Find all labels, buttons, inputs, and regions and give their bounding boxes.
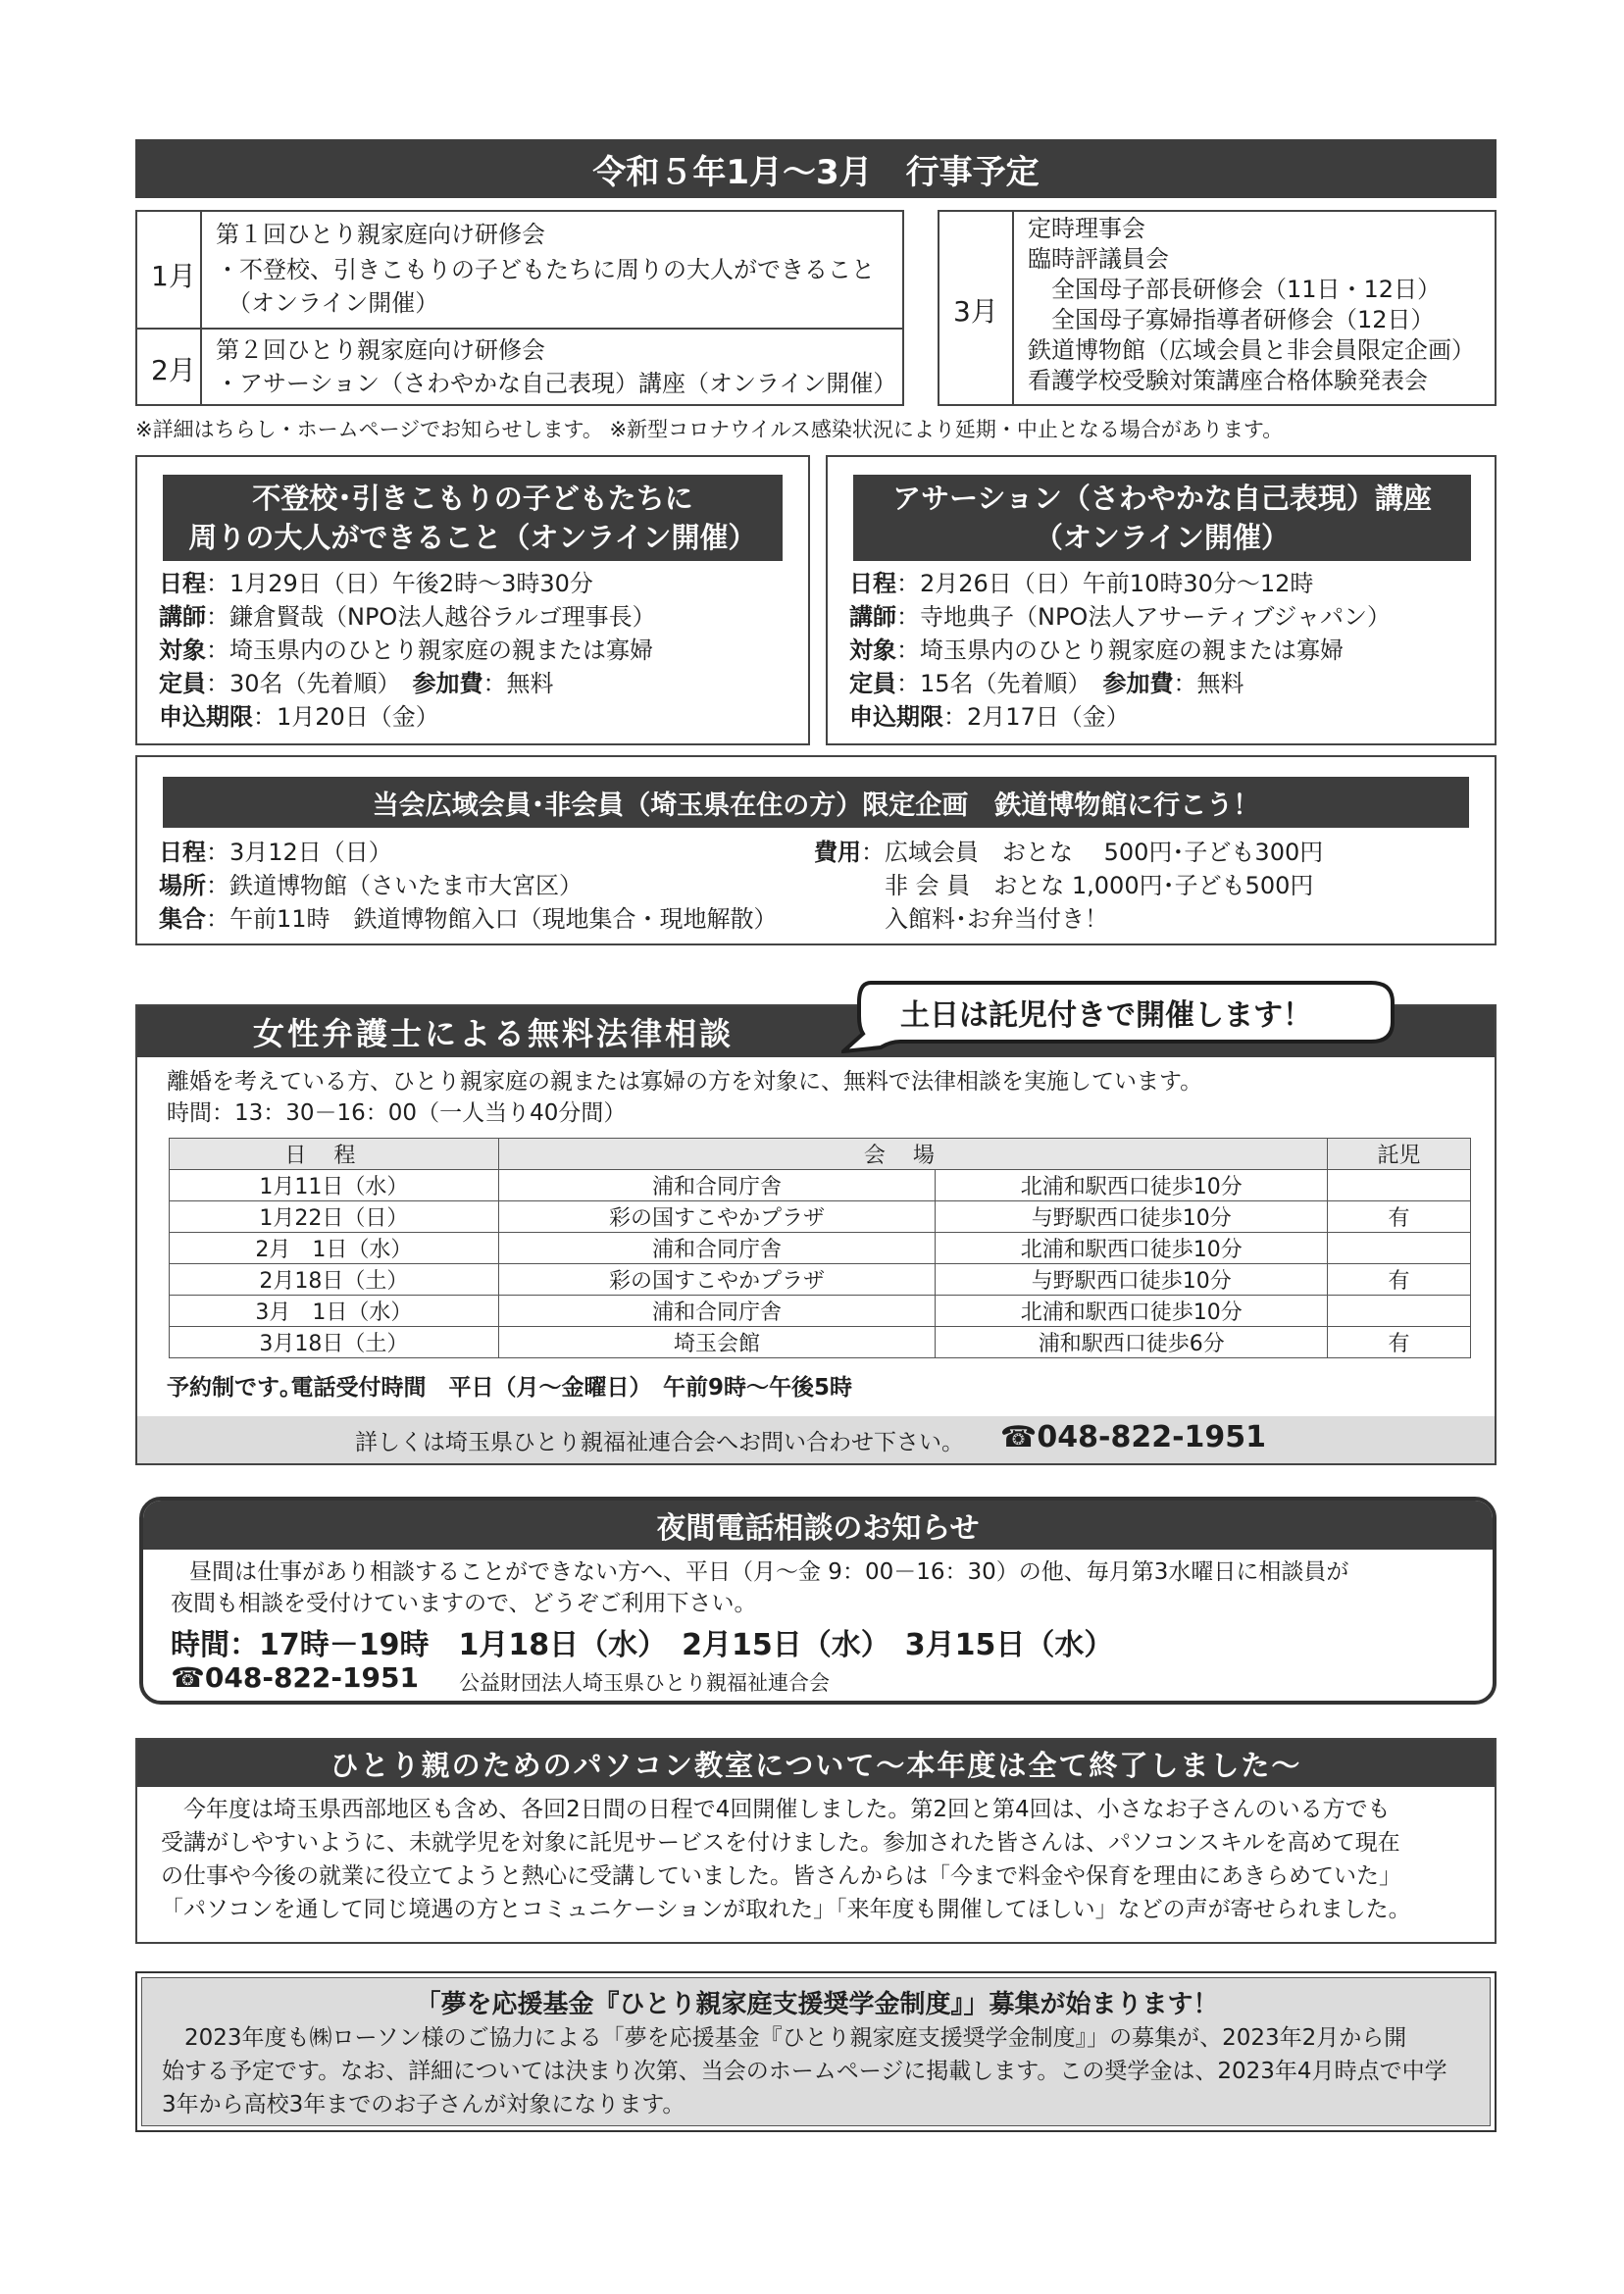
schedule-title: 令和５年1月～3月 行事予定 xyxy=(592,152,1040,192)
museum-date-value: ：3月12日（日） xyxy=(206,839,392,866)
legal-intro: 離婚を考えている方、ひとり親家庭の親または寡婦の方を対象に、無料で法律相談を実施しています。 xyxy=(167,1069,1203,1095)
row-venue: 彩の国すこやかプラザ xyxy=(498,1264,936,1296)
jan-line-3: （オンライン開催） xyxy=(216,289,439,317)
legal-contact-bar xyxy=(137,1416,1495,1463)
seminar2-date xyxy=(849,567,1313,600)
legal-phone: ☎048-822-1951 xyxy=(1000,1420,1267,1454)
scholarship-line-3: 3年から高校3年までのお子さんが対象になります。 xyxy=(162,2092,685,2117)
feb-line-2: ・アサーション（さわやかな自己表現）講座（オンライン開催） xyxy=(216,370,897,397)
seminar1-capacity xyxy=(159,667,554,700)
seminar1-title-1: 不登校･引きこもりの子どもたちに xyxy=(252,482,693,515)
seminar1-target-label: 対象 xyxy=(159,637,206,664)
feb-line-1: 第２回ひとり親家庭向け研修会 xyxy=(216,336,545,364)
seminar2-title-1: アサーション（さわやかな自己表現）講座 xyxy=(892,482,1432,515)
seminar2-title-2: （オンライン開催） xyxy=(1034,521,1291,554)
row-childcare: 有 xyxy=(1328,1264,1471,1296)
mar-line-1: 定時理事会 xyxy=(1028,215,1145,242)
legal-reservation: 予約制です｡電話受付時間 平日（月～金曜日） 午前9時～午後5時 xyxy=(167,1375,853,1401)
seminar2-lecturer-label: 講師 xyxy=(849,603,896,631)
schedule-mar-box xyxy=(938,210,1497,406)
museum-place-value: ：鉄道博物館（さいたま市大宮区） xyxy=(206,872,583,899)
seminar2-title-band xyxy=(853,475,1471,561)
seminar1-capacity-label: 定員 xyxy=(159,670,206,697)
seminar2-lecturer xyxy=(849,600,1391,634)
pc-line-1: 今年度は埼玉県西部地区も含め、各回2日間の日程で4回開催しました。第2回と第4回は、小さなお子さんのいる方でも xyxy=(161,1797,1391,1822)
row-venue: 浦和合同庁舎 xyxy=(498,1233,936,1264)
legal-contact: 詳しくは埼玉県ひとり親福祉連合会へお問い合わせ下さい。 xyxy=(355,1430,964,1455)
seminar1-date xyxy=(159,567,593,600)
seminar2-capacity xyxy=(849,667,1244,700)
row-childcare xyxy=(1328,1296,1471,1327)
legal-bubble-text: 土日は託児付きで開催します！ xyxy=(900,998,1312,1033)
seminar1-deadline-value: ：1月20日（金） xyxy=(253,703,439,731)
seminar2-target-label: 対象 xyxy=(849,637,896,664)
row-childcare: 有 xyxy=(1328,1327,1471,1358)
museum-title: 当会広域会員･非会員（埼玉県在住の方）限定企画 鉄道博物館に行こう！ xyxy=(372,790,1260,821)
mar-line-6: 看護学校受験対策講座合格体験発表会 xyxy=(1028,367,1428,394)
seminar1-deadline xyxy=(159,700,439,734)
seminar2-capacity-value: ：15名（先着順） xyxy=(896,670,1103,697)
museum-meet xyxy=(159,902,778,936)
seminar2-target-value: ：埼玉県内のひとり親家庭の親または寡婦 xyxy=(896,637,1344,664)
row-date: 1月11日（水） xyxy=(170,1170,499,1201)
header-date: 日程 xyxy=(170,1139,499,1170)
table-header-row xyxy=(170,1139,1471,1170)
schedule-title-band xyxy=(135,139,1497,198)
row-date: 2月 1日（水） xyxy=(170,1233,499,1264)
table-row xyxy=(170,1327,1471,1358)
museum-place-label: 場所 xyxy=(159,872,206,899)
seminar1-lecturer-value: ：鎌倉賢哉（NPO法人越谷ラルゴ理事長） xyxy=(206,603,656,631)
mar-line-5: 鉄道博物館（広域会員と非会員限定企画） xyxy=(1028,336,1475,364)
mar-line-2: 臨時評議員会 xyxy=(1028,245,1169,273)
row-venue: 浦和合同庁舎 xyxy=(498,1296,936,1327)
seminar1-deadline-label: 申込期限 xyxy=(159,703,253,731)
jan-label: 1月 xyxy=(151,260,196,292)
museum-box xyxy=(135,755,1497,945)
row-date: 2月18日（土） xyxy=(170,1264,499,1296)
seminar1-capacity-value: ：30名（先着順） xyxy=(206,670,413,697)
table-row xyxy=(170,1170,1471,1201)
scholarship-inner xyxy=(141,1977,1491,2126)
museum-fee-line-3: 入館料･お弁当付き！ xyxy=(861,905,1108,933)
pc-line-2: 受講がしやすいように、未就学児を対象に託児サービスを付けました。参加された皆さんは、パソコンスキルを高めて現在 xyxy=(161,1830,1400,1856)
museum-meet-label: 集合 xyxy=(159,905,206,933)
row-date: 1月22日（日） xyxy=(170,1201,499,1233)
night-org: 公益財団法人埼玉県ひとり親福祉連合会 xyxy=(459,1671,830,1695)
seminar2-target xyxy=(849,634,1344,667)
seminar1-fee-value: ：無料 xyxy=(482,670,554,697)
museum-place xyxy=(159,869,583,902)
pc-line-3: の仕事や今後の就業に役立てようと熱心に受講していました。皆さんからは「今まで料金や保育を理由にあきらめていた」 xyxy=(161,1863,1401,1889)
seminar2-deadline xyxy=(849,700,1130,734)
seminar1-target-value: ：埼玉県内のひとり親家庭の親または寡婦 xyxy=(206,637,653,664)
table-row xyxy=(170,1264,1471,1296)
seminar1-title-2: 周りの大人ができること（オンライン開催） xyxy=(188,521,757,554)
seminar2-lecturer-value: ：寺地典子（NPO法人アサーティブジャパン） xyxy=(896,603,1391,631)
seminar2-fee-value: ：無料 xyxy=(1173,670,1244,697)
seminar1-date-label: 日程 xyxy=(159,570,206,597)
seminar2-box xyxy=(826,455,1497,745)
header-childcare: 託児 xyxy=(1328,1139,1471,1170)
seminar2-fee-label: 参加費 xyxy=(1102,670,1174,697)
schedule-feb-row xyxy=(137,330,902,404)
seminar1-title-band xyxy=(163,475,783,561)
jan-line-2: ・不登校、引きこもりの子どもたちに周りの大人ができること xyxy=(216,256,875,283)
row-childcare xyxy=(1328,1170,1471,1201)
mar-line-4: 全国母子寡婦指導者研修会（12日） xyxy=(1028,306,1435,333)
schedule-note: ※詳細はちらし・ホームページでお知らせします。 ※新型コロナウイルス感染状況により延期・中止となる場合があります。 xyxy=(135,418,1284,441)
seminar2-capacity-label: 定員 xyxy=(849,670,896,697)
museum-title-band xyxy=(163,777,1469,828)
row-access: 浦和駅西口徒歩6分 xyxy=(936,1327,1328,1358)
seminar1-lecturer-label: 講師 xyxy=(159,603,206,631)
museum-fee-line-2: 非 会 員 おとな 1,000円･子ども500円 xyxy=(861,872,1314,899)
row-date: 3月 1日（水） xyxy=(170,1296,499,1327)
schedule-jan-feb-box xyxy=(135,210,904,406)
scholarship-line-2: 始する予定です。なお、詳細については決まり次第、当会のホームページに掲載します。この奨学金は、2023年4月時点で中学 xyxy=(162,2059,1447,2084)
museum-date-label: 日程 xyxy=(159,839,206,866)
museum-fee-line-1: ：広域会員 おとな 500円･子ども300円 xyxy=(861,839,1324,866)
table-row xyxy=(170,1296,1471,1327)
seminar2-deadline-value: ：2月17日（金） xyxy=(943,703,1130,731)
pc-box xyxy=(135,1738,1497,1944)
night-title: 夜間電話相談のお知らせ xyxy=(656,1511,980,1546)
row-access: 与野駅西口徒歩10分 xyxy=(936,1264,1328,1296)
row-access: 与野駅西口徒歩10分 xyxy=(936,1201,1328,1233)
museum-fee-label: 費用 xyxy=(814,839,861,866)
pc-line-4: 「パソコンを通して同じ境遇の方とコミュニケーションが取れた」「来年度も開催してほしい」などの声が寄せられました。 xyxy=(161,1897,1411,1922)
row-access: 北浦和駅西口徒歩10分 xyxy=(936,1170,1328,1201)
feb-label: 2月 xyxy=(151,354,196,386)
night-body-2: 夜間も相談を受付けていますので、どうぞご利用下さい。 xyxy=(171,1591,757,1616)
row-venue: 埼玉会館 xyxy=(498,1327,936,1358)
legal-schedule-table xyxy=(169,1138,1471,1358)
table-row xyxy=(170,1201,1471,1233)
row-access: 北浦和駅西口徒歩10分 xyxy=(936,1233,1328,1264)
row-childcare: 有 xyxy=(1328,1201,1471,1233)
seminar1-fee-label: 参加費 xyxy=(412,670,483,697)
seminar2-date-label: 日程 xyxy=(849,570,896,597)
table-row xyxy=(170,1233,1471,1264)
header-venue: 会場 xyxy=(498,1139,1327,1170)
seminar2-deadline-label: 申込期限 xyxy=(849,703,943,731)
night-title-band xyxy=(143,1501,1493,1550)
night-body-1: 昼間は仕事があり相談することができない方へ、平日（月～金 9：00－16：30）の他、毎月第3水曜日に相談員が xyxy=(167,1559,1349,1585)
scholarship-line-1: 2023年度も㈱ローソン様のご協力による「夢を応援基金『ひとり親家庭支援奨学金制度』」の募集が、2023年2月から開 xyxy=(162,2025,1407,2051)
seminar1-target xyxy=(159,634,653,667)
night-phone: ☎048-822-1951 xyxy=(171,1661,419,1694)
row-childcare xyxy=(1328,1233,1471,1264)
legal-title: 女性弁護士による無料法律相談 xyxy=(253,1015,735,1052)
legal-box xyxy=(135,1004,1497,1465)
scholarship-box xyxy=(135,1971,1497,2132)
mar-line-3: 全国母子部長研修会（11日・12日） xyxy=(1028,276,1442,303)
seminar1-date-value: ：1月29日（日）午後2時～3時30分 xyxy=(206,570,593,597)
jan-divider xyxy=(137,212,202,328)
row-date: 3月18日（土） xyxy=(170,1327,499,1358)
schedule-jan-row xyxy=(137,212,902,330)
seminar1-lecturer xyxy=(159,600,656,634)
mar-label: 3月 xyxy=(953,295,998,328)
museum-date xyxy=(159,836,392,869)
legal-time: 時間：13：30－16：00（一人当り40分間） xyxy=(167,1100,627,1126)
jan-line-1: 第１回ひとり親家庭向け研修会 xyxy=(216,221,545,248)
scholarship-title: 「夢を応援基金『ひとり親家庭支援奨学金制度』」募集が始まります！ xyxy=(415,1990,1219,2019)
row-venue: 浦和合同庁舎 xyxy=(498,1170,936,1201)
night-times: 時間：17時－19時 1月18日（水） 2月15日（水） 3月15日（水） xyxy=(171,1628,1114,1662)
pc-title: ひとり親のためのパソコン教室について～本年度は全て終了しました～ xyxy=(330,1748,1302,1782)
museum-fee xyxy=(814,836,1323,869)
night-box xyxy=(139,1497,1497,1705)
row-access: 北浦和駅西口徒歩10分 xyxy=(936,1296,1328,1327)
row-venue: 彩の国すこやかプラザ xyxy=(498,1201,936,1233)
museum-meet-value: ：午前11時 鉄道博物館入口（現地集合・現地解散） xyxy=(206,905,778,933)
seminar1-box xyxy=(135,455,810,745)
seminar2-date-value: ：2月26日（日）午前10時30分～12時 xyxy=(896,570,1314,597)
pc-title-band xyxy=(137,1740,1495,1787)
